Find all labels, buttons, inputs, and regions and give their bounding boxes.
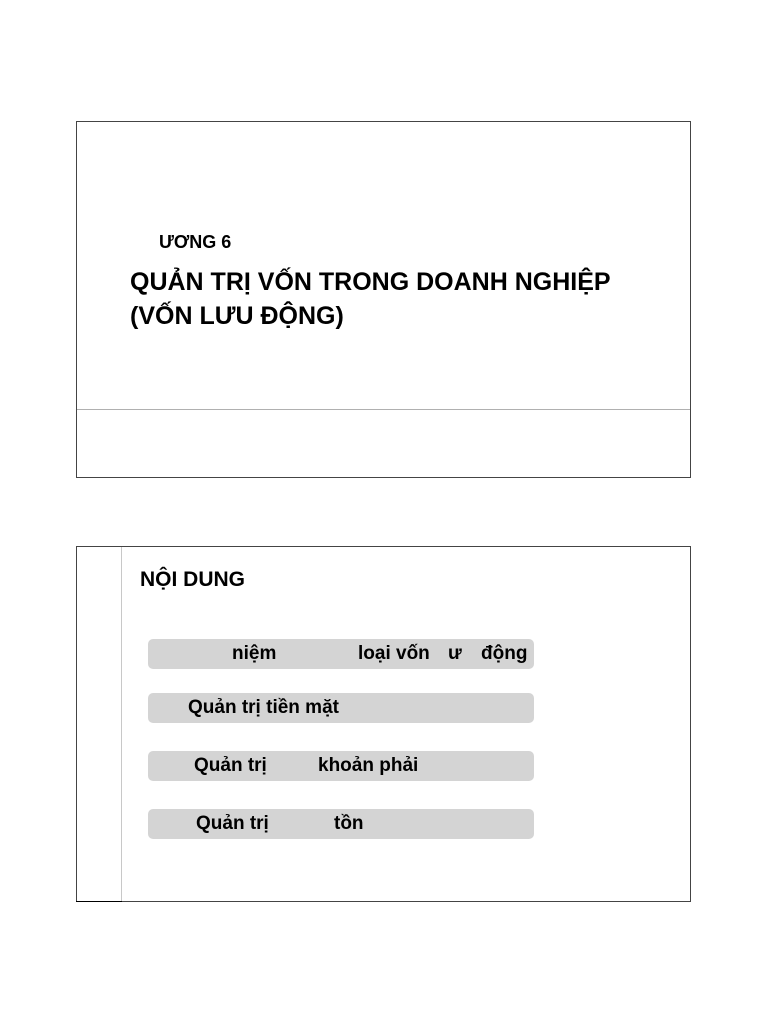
slide-title <box>76 121 691 478</box>
divider <box>77 409 690 410</box>
contents-heading: NỘI DUNG <box>140 568 245 591</box>
list-item-4 <box>148 809 534 839</box>
list-item-text: loại vốn <box>358 643 430 664</box>
list-item-text: động <box>481 643 528 664</box>
list-item-text: ư <box>448 643 462 664</box>
list-item-text: Quản trị <box>194 755 267 776</box>
list-item-1 <box>148 639 534 669</box>
list-item-text: khoản phải <box>318 755 419 776</box>
list-item-text: Quản trị <box>196 813 269 834</box>
list-item-text: Quản trị tiền mặt <box>188 697 339 718</box>
title-line-2: (VỐN LƯU ĐỘNG) <box>130 302 344 330</box>
slide-title-text <box>130 265 611 333</box>
corner-rule <box>76 901 122 902</box>
vertical-rule <box>121 547 122 901</box>
list-item-2 <box>148 693 534 723</box>
list-item-text: niệm <box>232 643 277 664</box>
list-item-3 <box>148 751 534 781</box>
list-item-text: tồn <box>334 813 364 834</box>
chapter-label: ƯƠNG 6 <box>159 232 232 252</box>
title-line-1: QUẢN TRỊ VỐN TRONG DOANH NGHIỆP <box>130 268 611 296</box>
slide-contents <box>76 546 691 902</box>
